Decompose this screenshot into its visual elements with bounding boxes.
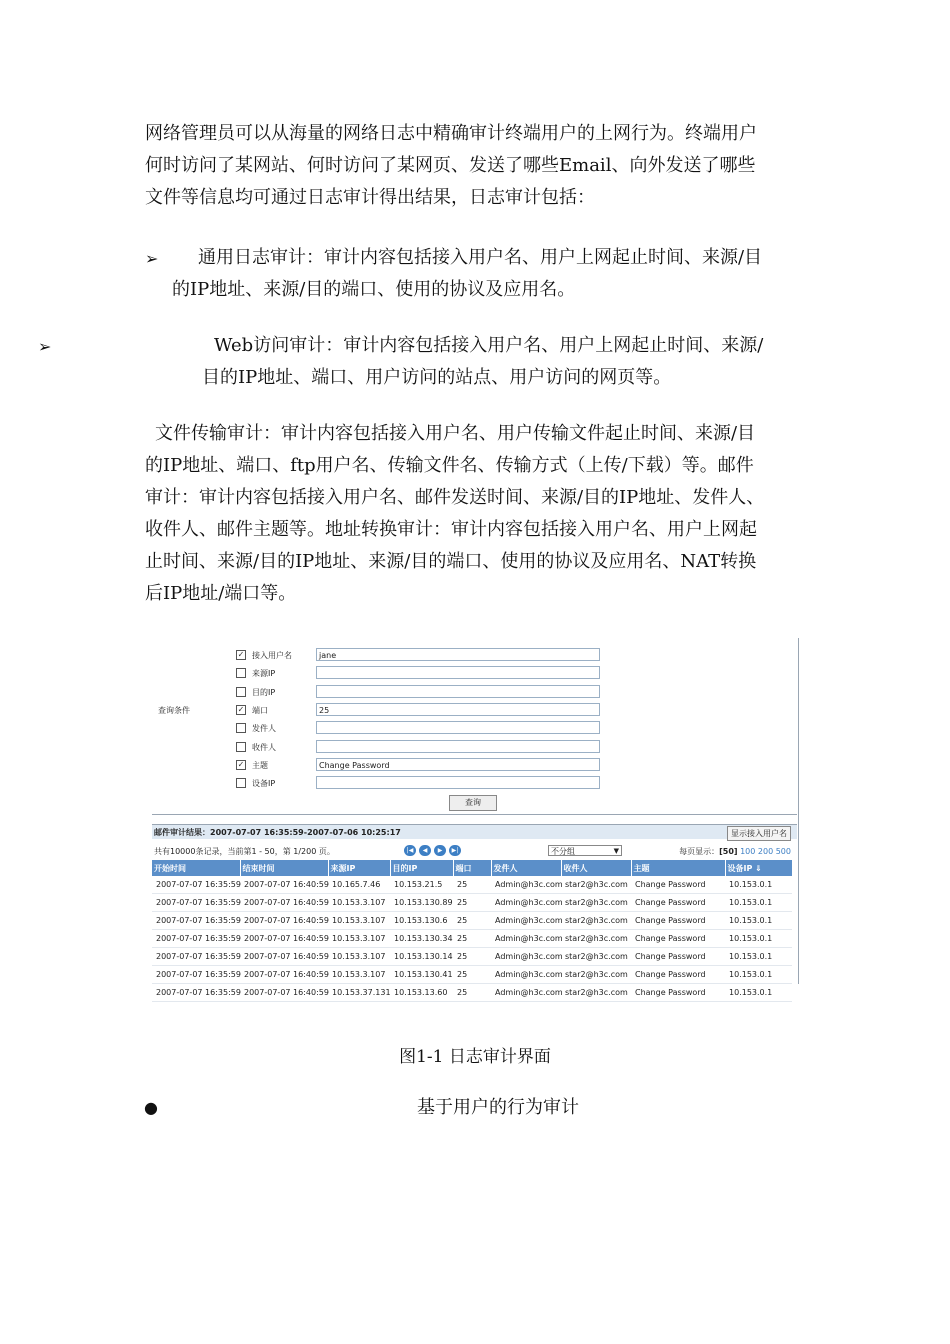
field-input[interactable]: Change Password <box>316 758 600 771</box>
next-page-icon[interactable]: ▶ <box>434 845 446 856</box>
table-cell: 2007-07-07 16:35:59 <box>152 894 240 912</box>
table-cell: 25 <box>453 966 491 984</box>
column-header[interactable]: 端口 <box>453 860 491 876</box>
table-cell: Change Password <box>631 966 725 984</box>
chevron-down-icon: ▼ <box>613 847 619 855</box>
table-cell: 2007-07-07 16:40:59 <box>240 894 328 912</box>
field-input[interactable]: jane <box>316 648 600 661</box>
table-cell: Change Password <box>631 912 725 930</box>
column-header[interactable]: 开始时间 <box>152 860 240 876</box>
results-table <box>152 860 793 1002</box>
field-label: 接入用户名 <box>252 651 292 660</box>
field-input[interactable] <box>316 685 600 698</box>
table-cell: 25 <box>453 894 491 912</box>
table-cell: 10.153.130.41 <box>390 966 453 984</box>
query-field-row <box>236 776 606 790</box>
bullet-item-2-line-2: 目的IP地址、端口、用户访问的站点、用户访问的网页等。 <box>202 367 672 388</box>
table-cell: 10.153.3.107 <box>328 966 390 984</box>
table-cell: 2007-07-07 16:40:59 <box>240 876 328 894</box>
bullet-item-1-line-1: 通用日志审计：审计内容包括接入用户名、用户上网起止时间、来源/目 <box>198 247 763 268</box>
query-button[interactable]: 查询 <box>449 795 497 811</box>
page-size <box>679 846 791 857</box>
query-conditions-panel <box>152 638 797 815</box>
table-cell: Admin@h3c.com <box>491 930 561 948</box>
column-header[interactable]: 收件人 <box>561 860 631 876</box>
table-cell: 25 <box>453 876 491 894</box>
arrow-bullet-icon: ➢ <box>38 337 52 356</box>
table-cell: Change Password <box>631 984 725 1002</box>
body-line-4: 收件人、邮件主题等。地址转换审计：审计内容包括接入用户名、用户上网起 <box>145 519 757 540</box>
field-checkbox[interactable] <box>236 742 246 752</box>
table-row <box>152 912 792 930</box>
bullet-item-general-log <box>172 242 762 306</box>
table-cell: star2@h3c.com <box>561 876 631 894</box>
query-field-row <box>236 648 606 662</box>
field-label: 主题 <box>252 760 268 770</box>
query-field-row <box>236 685 606 699</box>
table-cell: star2@h3c.com <box>561 966 631 984</box>
body-line-1: 文件传输审计：审计内容包括接入用户名、用户传输文件起止时间、来源/目 <box>155 423 756 444</box>
field-input[interactable]: 25 <box>316 703 600 716</box>
table-cell: star2@h3c.com <box>561 948 631 966</box>
field-label: 来源IP <box>252 669 276 679</box>
table-cell: Admin@h3c.com <box>491 948 561 966</box>
table-cell: 10.153.3.107 <box>328 894 390 912</box>
field-checkbox[interactable] <box>236 778 246 788</box>
column-header[interactable]: 目的IP <box>390 860 453 876</box>
page-size-current: [50] <box>719 847 738 856</box>
pager-bar <box>152 844 797 858</box>
field-checkbox[interactable]: ✓ <box>237 650 245 659</box>
table-cell: 10.153.0.1 <box>725 984 792 1002</box>
result-title: 邮件审计结果：2007-07-07 16:35:59-2007-07-06 10:25:17 <box>154 828 401 837</box>
table-cell: 25 <box>453 930 491 948</box>
table-cell: 25 <box>453 948 491 966</box>
table-cell: 10.153.21.5 <box>390 876 453 894</box>
table-cell: 10.153.0.1 <box>725 966 792 984</box>
table-cell: Change Password <box>631 930 725 948</box>
field-checkbox[interactable] <box>236 668 246 678</box>
audit-interface-screenshot <box>152 638 799 997</box>
last-page-icon[interactable]: ▶| <box>449 845 461 856</box>
body-line-3: 审计：审计内容包括接入用户名、邮件发送时间、来源/目的IP地址、发件人、 <box>145 487 765 508</box>
column-header[interactable]: 结束时间 <box>240 860 328 876</box>
bullet-item-1-line-2: 的IP地址、来源/目的端口、使用的协议及应用名。 <box>172 279 576 300</box>
table-cell: Admin@h3c.com <box>491 966 561 984</box>
table-cell: 10.153.0.1 <box>725 912 792 930</box>
query-field-row <box>236 740 606 754</box>
table-cell: Admin@h3c.com <box>491 894 561 912</box>
table-cell: Change Password <box>631 876 725 894</box>
body-line-5: 止时间、来源/目的IP地址、来源/目的端口、使用的协议及应用名、NAT转换 <box>145 551 757 572</box>
table-cell: 2007-07-07 16:35:59 <box>152 912 240 930</box>
table-cell: 10.153.130.89 <box>390 894 453 912</box>
field-label: 端口 <box>252 705 268 715</box>
column-header[interactable]: 发件人 <box>491 860 561 876</box>
table-row <box>152 948 792 966</box>
table-cell: 2007-07-07 16:35:59 <box>152 984 240 1002</box>
body-paragraph <box>145 418 764 610</box>
arrow-bullet-icon: ➢ <box>145 249 159 268</box>
table-cell: 2007-07-07 16:40:59 <box>240 912 328 930</box>
field-input[interactable] <box>316 666 600 679</box>
field-input[interactable] <box>316 776 600 789</box>
table-cell: 10.153.0.1 <box>725 948 792 966</box>
field-label: 目的IP <box>252 687 276 697</box>
dot-bullet-icon: ● <box>144 1098 158 1117</box>
section-heading: 基于用户的行为审计 <box>417 1097 579 1118</box>
table-cell: 10.153.13.60 <box>390 984 453 1002</box>
show-username-button[interactable]: 显示接入用户名 <box>727 826 791 841</box>
table-cell: 2007-07-07 16:35:59 <box>152 948 240 966</box>
field-checkbox[interactable]: ✓ <box>237 759 245 769</box>
table-cell: Admin@h3c.com <box>491 912 561 930</box>
page-size-label: 每页显示： <box>679 847 720 856</box>
table-cell: 25 <box>453 912 491 930</box>
query-conditions-label: 查询条件 <box>158 706 190 715</box>
table-cell: Admin@h3c.com <box>491 876 561 894</box>
field-label: 发件人 <box>252 724 276 734</box>
table-cell: 25 <box>453 984 491 1002</box>
table-cell: 10.153.37.131 <box>328 984 390 1002</box>
intro-line-2: 何时访问了某网站、何时访问了某网页、发送了哪些Email、向外发送了哪些 <box>145 155 756 176</box>
field-input[interactable] <box>316 721 600 734</box>
table-cell: 10.153.130.34 <box>390 930 453 948</box>
table-cell: Admin@h3c.com <box>491 984 561 1002</box>
table-cell: 10.153.0.1 <box>725 930 792 948</box>
page-size-options[interactable]: 100 200 500 <box>740 847 791 856</box>
first-page-icon[interactable]: |◀ <box>404 845 416 856</box>
table-cell: 10.153.130.14 <box>390 948 453 966</box>
table-header-row <box>152 860 792 876</box>
table-cell: Change Password <box>631 948 725 966</box>
table-cell: 10.165.7.46 <box>328 876 390 894</box>
figure-caption: 图1-1 日志审计界面 <box>399 1047 551 1067</box>
field-checkbox[interactable] <box>236 687 246 697</box>
prev-page-icon[interactable]: ◀ <box>419 845 431 856</box>
table-cell: Change Password <box>631 894 725 912</box>
column-header[interactable]: 主题 <box>631 860 725 876</box>
intro-line-1: 网络管理员可以从海量的网络日志中精确审计终端用户的上网行为。终端用户 <box>145 123 757 144</box>
column-header[interactable]: 来源IP <box>328 860 390 876</box>
body-line-6: 后IP地址/端口等。 <box>145 583 297 604</box>
intro-paragraph <box>145 118 757 214</box>
table-cell: 10.153.3.107 <box>328 912 390 930</box>
table-cell: 2007-07-07 16:35:59 <box>152 876 240 894</box>
table-cell: 2007-07-07 16:40:59 <box>240 966 328 984</box>
table-cell: 10.153.3.107 <box>328 948 390 966</box>
table-cell: star2@h3c.com <box>561 912 631 930</box>
table-cell: star2@h3c.com <box>561 930 631 948</box>
bullet-item-web-access <box>202 330 763 394</box>
field-checkbox[interactable]: ✓ <box>237 704 245 714</box>
field-checkbox[interactable] <box>236 723 246 733</box>
body-line-2: 的IP地址、端口、ftp用户名、传输文件名、传输方式（上传/下载）等。邮件 <box>145 455 754 476</box>
table-row <box>152 966 792 984</box>
record-count: 共有10000条记录，当前第1 - 50，第 1/200 页。 <box>154 847 335 856</box>
table-cell: 2007-07-07 16:40:59 <box>240 948 328 966</box>
result-header <box>152 824 797 839</box>
query-field-row <box>236 758 606 772</box>
table-cell: 2007-07-07 16:40:59 <box>240 930 328 948</box>
table-cell: star2@h3c.com <box>561 894 631 912</box>
table-cell: 10.153.3.107 <box>328 930 390 948</box>
query-field-row <box>236 666 606 680</box>
query-field-row <box>236 703 606 717</box>
table-row <box>152 876 792 894</box>
intro-line-3: 文件等信息均可通过日志审计得出结果，日志审计包括： <box>145 187 595 208</box>
table-cell: 2007-07-07 16:40:59 <box>240 984 328 1002</box>
column-header[interactable]: 设备IP ⇓ <box>725 860 792 876</box>
field-input[interactable] <box>316 740 600 753</box>
group-select-value: 不分组 <box>551 847 575 856</box>
field-label: 收件人 <box>252 742 276 752</box>
table-cell: 10.153.0.1 <box>725 894 792 912</box>
table-cell: 2007-07-07 16:35:59 <box>152 930 240 948</box>
table-row <box>152 984 792 1002</box>
query-field-row <box>236 721 606 735</box>
table-cell: 10.153.0.1 <box>725 876 792 894</box>
table-cell: star2@h3c.com <box>561 984 631 1002</box>
table-cell: 2007-07-07 16:35:59 <box>152 966 240 984</box>
pager-nav <box>404 845 464 856</box>
table-cell: 10.153.130.6 <box>390 912 453 930</box>
bullet-item-2-line-1: Web访问审计：审计内容包括接入用户名、用户上网起止时间、来源/ <box>214 335 764 356</box>
table-row <box>152 894 792 912</box>
field-label: 设备IP <box>252 779 276 789</box>
group-select[interactable] <box>548 845 622 856</box>
table-row <box>152 930 792 948</box>
